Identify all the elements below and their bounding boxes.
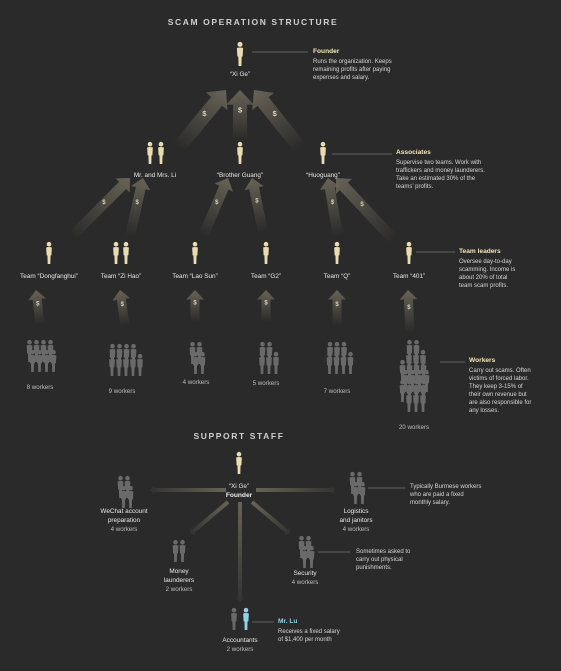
worker-count-dongfanghui: 8 workers (26, 384, 54, 391)
support-founder-name: “Xi Ge” (228, 483, 250, 490)
arrow-g2-to-guang (194, 174, 237, 240)
arrow-founder-to-money (187, 499, 230, 537)
arrow-founder-to-wechat (150, 486, 226, 494)
group-money-launderers (164, 568, 194, 593)
team-leader-figure-icon (192, 242, 198, 264)
svg-text:team scam profits.: team scam profits. (459, 283, 509, 289)
team-label-g2: Team “G2” (250, 273, 282, 280)
dollar-sign-icon: $ (102, 200, 106, 207)
associate-figure-icon (237, 142, 243, 164)
note-founder (313, 48, 392, 81)
associate-label-guang: “Brother Guang” (216, 172, 264, 179)
worker-figure-icon (193, 352, 199, 374)
worker-figure-icon (123, 354, 129, 376)
dollar-sign-icon: $ (202, 109, 207, 119)
associate-figure-icon (158, 142, 164, 164)
worker-figure-icon (116, 354, 122, 376)
group-security (292, 570, 319, 586)
worker-figure-icon (37, 350, 43, 372)
svg-text:and janitors: and janitors (339, 517, 373, 524)
dollar-sign-icon: $ (215, 200, 219, 207)
svg-text:WeChat account: WeChat account (100, 508, 148, 515)
worker-figure-icon (30, 350, 36, 372)
svg-text:2 workers: 2 workers (226, 646, 254, 653)
svg-text:4 workers: 4 workers (110, 526, 138, 533)
worker-count-zihao: 9 workers (108, 388, 136, 395)
associate-figure-icon (320, 142, 326, 164)
associate-label-li: Mr. and Mrs. Li (133, 172, 177, 179)
team-leader-figure-icon (406, 242, 412, 264)
dollar-sign-icon: $ (407, 304, 411, 311)
svg-text:Supervise two teams. Work with: Supervise two teams. Work with (396, 160, 482, 166)
svg-text:Money: Money (169, 568, 189, 575)
dollar-sign-icon: $ (272, 109, 277, 119)
founder-name: “Xi Ge” (229, 71, 251, 78)
svg-text:their own revenue but: their own revenue but (469, 392, 527, 398)
svg-text:remaining profits after paying: remaining profits after paying (313, 67, 391, 73)
dollar-sign-icon: $ (335, 302, 339, 309)
worker-figure-icon (259, 352, 265, 374)
arrow-founder-to-logistics (256, 486, 336, 494)
worker-figure-icon (327, 352, 333, 374)
svg-text:Team leaders: Team leaders (459, 248, 501, 255)
team-label-laosun: Team “Lao Sun” (172, 273, 218, 280)
worker-figure-icon (353, 482, 359, 504)
accountant-figure-icon (231, 608, 237, 630)
team-leader-figure-icon (263, 242, 269, 264)
svg-text:monthly salary.: monthly salary. (410, 500, 450, 506)
arrow-li-to-founder (167, 81, 237, 157)
arrow-workers-to-team-0 (27, 289, 49, 325)
svg-text:4 workers: 4 workers (291, 579, 319, 586)
team-leader-figure-icon (123, 242, 129, 264)
associate-figure-icon (147, 142, 153, 164)
arrow-workers-to-team-1 (111, 289, 134, 327)
founder-figure-icon (237, 42, 243, 66)
worker-count-q: 7 workers (323, 388, 351, 395)
group-accountants (222, 637, 257, 653)
worker-count-g2: 5 workers (252, 380, 280, 387)
svg-text:are also responsible for: are also responsible for (469, 400, 532, 406)
svg-text:expenses and salary.: expenses and salary. (313, 75, 370, 81)
svg-text:Sometimes asked to: Sometimes asked to (356, 549, 411, 555)
arrow-401-to-huoguang (328, 170, 402, 247)
mr-lu-figure-icon (243, 608, 249, 630)
worker-figure-icon (413, 390, 419, 412)
group-logistics (339, 508, 372, 533)
svg-text:traffickers and money laundere: traffickers and money launderers. (396, 168, 485, 174)
worker-figure-icon (173, 540, 179, 562)
worker-figure-icon (302, 546, 308, 568)
svg-text:Founder: Founder (313, 48, 340, 55)
dollar-sign-icon: $ (135, 200, 139, 207)
dollar-sign-icon: $ (120, 302, 124, 309)
dollar-sign-icon: $ (193, 300, 197, 307)
dollar-sign-icon: $ (264, 300, 268, 307)
svg-text:Take an estimated 30% of the: Take an estimated 30% of the (396, 176, 476, 182)
arrow-laosun-to-guang (242, 176, 273, 234)
associate-label-huoguang: “Huoguang” (306, 172, 340, 179)
svg-text:of $1,400 per month: of $1,400 per month (278, 637, 332, 643)
worker-figure-icon (273, 352, 279, 374)
arrow-workers-to-team-3 (257, 290, 275, 322)
svg-text:Logistics: Logistics (343, 508, 369, 515)
worker-figure-icon (121, 486, 127, 508)
worker-figure-icon (266, 352, 272, 374)
worker-figure-icon (360, 482, 366, 504)
arrow-founder-to-security (249, 499, 292, 537)
worker-figure-icon (420, 390, 426, 412)
svg-text:2 workers: 2 workers (165, 586, 193, 593)
support-founder-role: Founder (225, 492, 253, 499)
svg-text:Security: Security (293, 570, 317, 577)
worker-figure-icon (406, 390, 412, 412)
dollar-sign-icon: $ (330, 200, 335, 207)
svg-text:preparation: preparation (107, 517, 141, 524)
team-leader-figure-icon (113, 242, 119, 264)
note-security (356, 549, 411, 571)
note-team-leaders (459, 248, 515, 289)
svg-text:Carry out scams. Often: Carry out scams. Often (469, 368, 531, 374)
svg-text:4 workers: 4 workers (342, 526, 370, 533)
svg-text:victims of forced labor.: victims of forced labor. (469, 376, 529, 382)
svg-text:carry out physical: carry out physical (356, 557, 403, 563)
team-label-q: Team “Q” (323, 273, 351, 280)
svg-text:Accountants: Accountants (222, 637, 258, 644)
team-leader-figure-icon (334, 242, 340, 264)
team-leader-figure-icon (46, 242, 52, 264)
support-founder-figure-icon (236, 452, 242, 474)
team-label-dongfanghui: Team “Dongfanghui” (20, 273, 78, 280)
worker-figure-icon (137, 354, 143, 376)
worker-figure-icon (51, 350, 57, 372)
worker-figure-icon (130, 354, 136, 376)
worker-figure-icon (44, 350, 50, 372)
dollar-sign-icon: $ (360, 201, 364, 208)
svg-text:Mr. Lu: Mr. Lu (278, 618, 298, 625)
arrow-guang-to-founder (226, 90, 254, 140)
svg-text:Runs the organization. Keeps: Runs the organization. Keeps (313, 59, 392, 65)
note-logistics (409, 484, 481, 506)
note-mr-lu (278, 618, 340, 643)
worker-figure-icon (334, 352, 340, 374)
dollar-sign-icon: $ (237, 105, 243, 115)
dollar-sign-icon: $ (36, 301, 40, 308)
team-label-401: Team “401” (392, 273, 426, 280)
svg-text:Receives a fixed salary: Receives a fixed salary (278, 629, 340, 635)
note-workers (469, 357, 531, 414)
group-wechat (100, 508, 147, 533)
svg-text:punishments.: punishments. (356, 565, 392, 571)
svg-text:They keep 3-15% of: They keep 3-15% of (469, 384, 523, 390)
svg-text:Associates: Associates (396, 149, 431, 156)
worker-figure-icon (180, 540, 186, 562)
worker-figure-icon (348, 352, 354, 374)
worker-count-401: 20 workers (398, 424, 430, 431)
people-figures (27, 42, 430, 630)
worker-figure-icon (400, 380, 406, 402)
svg-text:Oversee day-to-day: Oversee day-to-day (459, 259, 512, 265)
note-associates (396, 149, 485, 190)
worker-figure-icon (109, 354, 115, 376)
support-title: SUPPORT STAFF (193, 431, 285, 441)
svg-text:Typically Burmese workers: Typically Burmese workers (410, 484, 482, 490)
arrow-workers-to-team-5 (399, 290, 419, 333)
arrow-founder-to-accountants (236, 502, 244, 602)
svg-text:any losses.: any losses. (469, 408, 500, 414)
svg-text:scamming. Income is: scamming. Income is (459, 267, 516, 273)
svg-text:about 20% of total: about 20% of total (459, 275, 508, 281)
arrow-huoguang-to-founder (243, 81, 311, 156)
worker-count-laosun: 4 workers (182, 379, 210, 386)
worker-figure-icon (128, 486, 134, 508)
arrow-workers-to-team-2 (186, 290, 204, 322)
worker-figure-icon (309, 546, 315, 568)
worker-figure-icon (200, 352, 206, 374)
team-label-zihao: Team “Zi Hao” (100, 273, 142, 280)
structure-title: SCAM OPERATION STRUCTURE (167, 17, 339, 27)
svg-text:Workers: Workers (469, 357, 496, 364)
worker-figure-icon (341, 352, 347, 374)
dollar-sign-icon: $ (255, 198, 259, 205)
svg-text:teams’ profits.: teams’ profits. (396, 184, 434, 190)
svg-text:who are paid a fixed: who are paid a fixed (410, 492, 464, 498)
svg-text:launderers: launderers (163, 577, 195, 584)
arrow-workers-to-team-4 (328, 290, 346, 326)
